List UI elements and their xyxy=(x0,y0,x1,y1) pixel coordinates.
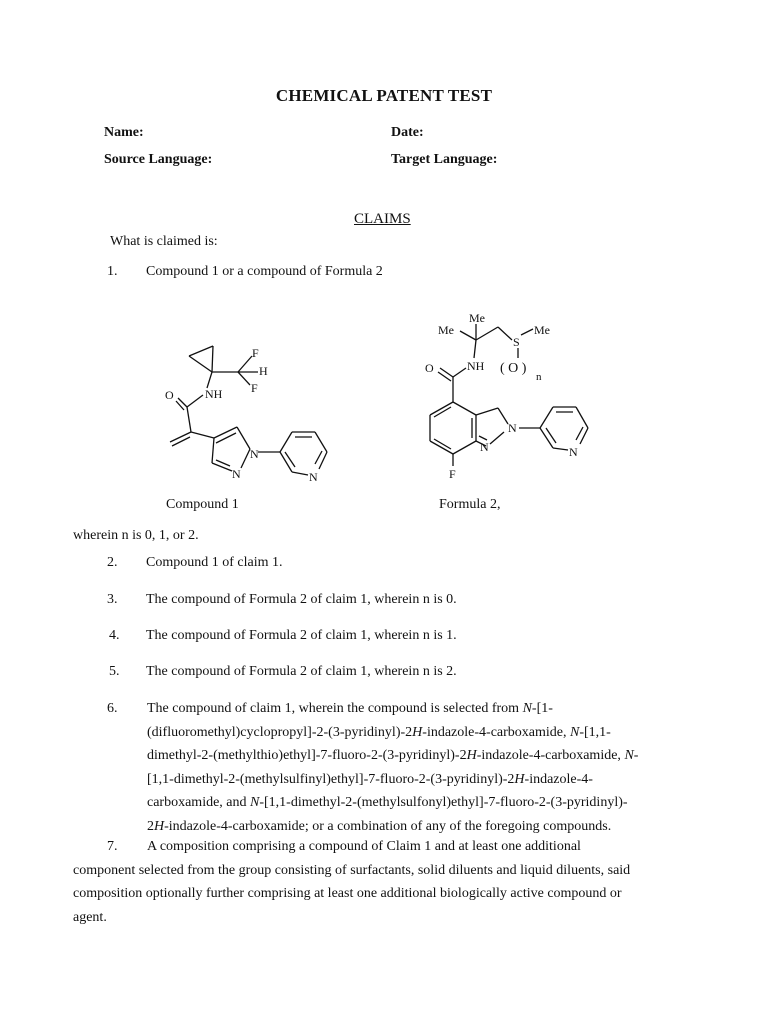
formula2-atom-o: O xyxy=(425,361,434,375)
claim-6-line: dimethyl-2-(methylthio)ethyl]-7-fluoro-2-(3-pyridinyl)-2H-indazole-4-carboxamide, N- xyxy=(147,748,639,763)
target-language-label: Target Language: xyxy=(391,152,498,167)
claim-2-text: Compound 1 of claim 1. xyxy=(146,555,283,570)
claim-6-number: 6. xyxy=(107,701,118,716)
formula-2-caption: Formula 2, xyxy=(439,497,501,512)
claim-4-number: 4. xyxy=(109,628,120,643)
claim-3-text: The compound of Formula 2 of claim 1, wherein n is 0. xyxy=(146,592,457,607)
claim-7-text xyxy=(73,835,713,929)
claim-2-number: 2. xyxy=(107,555,118,570)
claim-6-line: 2H-indazole-4-carboxamide; or a combination of any of the foregoing compounds. xyxy=(147,818,612,834)
claim-6-line: The compound of claim 1, wherein the compound is selected from N-[1- xyxy=(147,701,553,716)
compound-1-structure xyxy=(150,330,340,490)
claim-5-number: 5. xyxy=(109,664,120,679)
compound1-atom-nh: NH xyxy=(205,387,223,401)
claim-4-text: The compound of Formula 2 of claim 1, wherein n is 1. xyxy=(146,628,457,643)
formula2-oxygen-paren: ( O ) xyxy=(500,361,527,376)
claim-1-number: 1. xyxy=(107,264,118,279)
intro-text: What is claimed is: xyxy=(110,234,218,249)
compound1-atom-n-link: N xyxy=(250,447,259,461)
claim-6-line: carboxamide, and N-[1,1-dimethyl-2-(methylsulfonyl)ethyl]-7-fluoro-2-(3-pyridinyl)- xyxy=(147,795,628,810)
wherein-note: wherein n is 0, 1, or 2. xyxy=(73,528,199,543)
claim-5-text: The compound of Formula 2 of claim 1, wherein n is 2. xyxy=(146,664,457,679)
compound1-atom-f2: F xyxy=(251,381,258,395)
claim-6-text xyxy=(147,697,707,838)
formula2-atom-s: S xyxy=(513,335,520,349)
claim-7-line: component selected from the group consisting of surfactants, solid diluents and liquid diluents, said xyxy=(73,862,631,878)
compound1-atom-n-pyridine: N xyxy=(309,470,318,484)
name-label: Name: xyxy=(104,125,144,140)
formula2-atom-nh: NH xyxy=(467,359,485,373)
formula2-subscript-n: n xyxy=(536,371,542,383)
compound1-atom-n-pyrazole: N xyxy=(232,467,241,481)
claim-7-line: composition optionally further comprising at least one additional biologically active compound or xyxy=(73,886,622,901)
formula2-atom-f: F xyxy=(449,467,456,481)
formula2-atom-n1: N xyxy=(480,440,489,454)
formula-2-structure xyxy=(420,310,600,490)
claims-heading: CLAIMS xyxy=(354,211,411,227)
formula2-atom-n-pyridine: N xyxy=(569,445,578,459)
claim-3-number: 3. xyxy=(107,592,118,607)
claim-6-line: (difluoromethyl)cyclopropyl]-2-(3-pyridinyl)-2H-indazole-4-carboxamide, N-[1,1- xyxy=(147,724,611,740)
claim-7-line: agent. xyxy=(73,909,107,925)
compound-1-caption: Compound 1 xyxy=(166,497,239,512)
formula2-atom-me-left: Me xyxy=(438,323,454,337)
formula2-atom-n2: N xyxy=(508,421,517,435)
claim-6-line: [1,1-dimethyl-2-(methylsulfinyl)ethyl]-7-fluoro-2-(3-pyridinyl)-2H-indazole-4- xyxy=(147,771,593,787)
compound1-atom-o: O xyxy=(165,388,174,402)
date-label: Date: xyxy=(391,125,424,140)
claim-7-number: 7. xyxy=(107,839,118,854)
source-language-label: Source Language: xyxy=(104,152,213,167)
page-title: CHEMICAL PATENT TEST xyxy=(275,86,493,105)
formula2-atom-me-right: Me xyxy=(534,323,550,337)
claim-1-text: Compound 1 or a compound of Formula 2 xyxy=(146,264,383,279)
compound1-atom-h: H xyxy=(259,364,268,378)
formula2-atom-me-top: Me xyxy=(469,311,485,325)
claim-7-line: A composition comprising a compound of Claim 1 and at least one additional xyxy=(147,839,581,854)
compound1-atom-f1: F xyxy=(252,346,259,360)
